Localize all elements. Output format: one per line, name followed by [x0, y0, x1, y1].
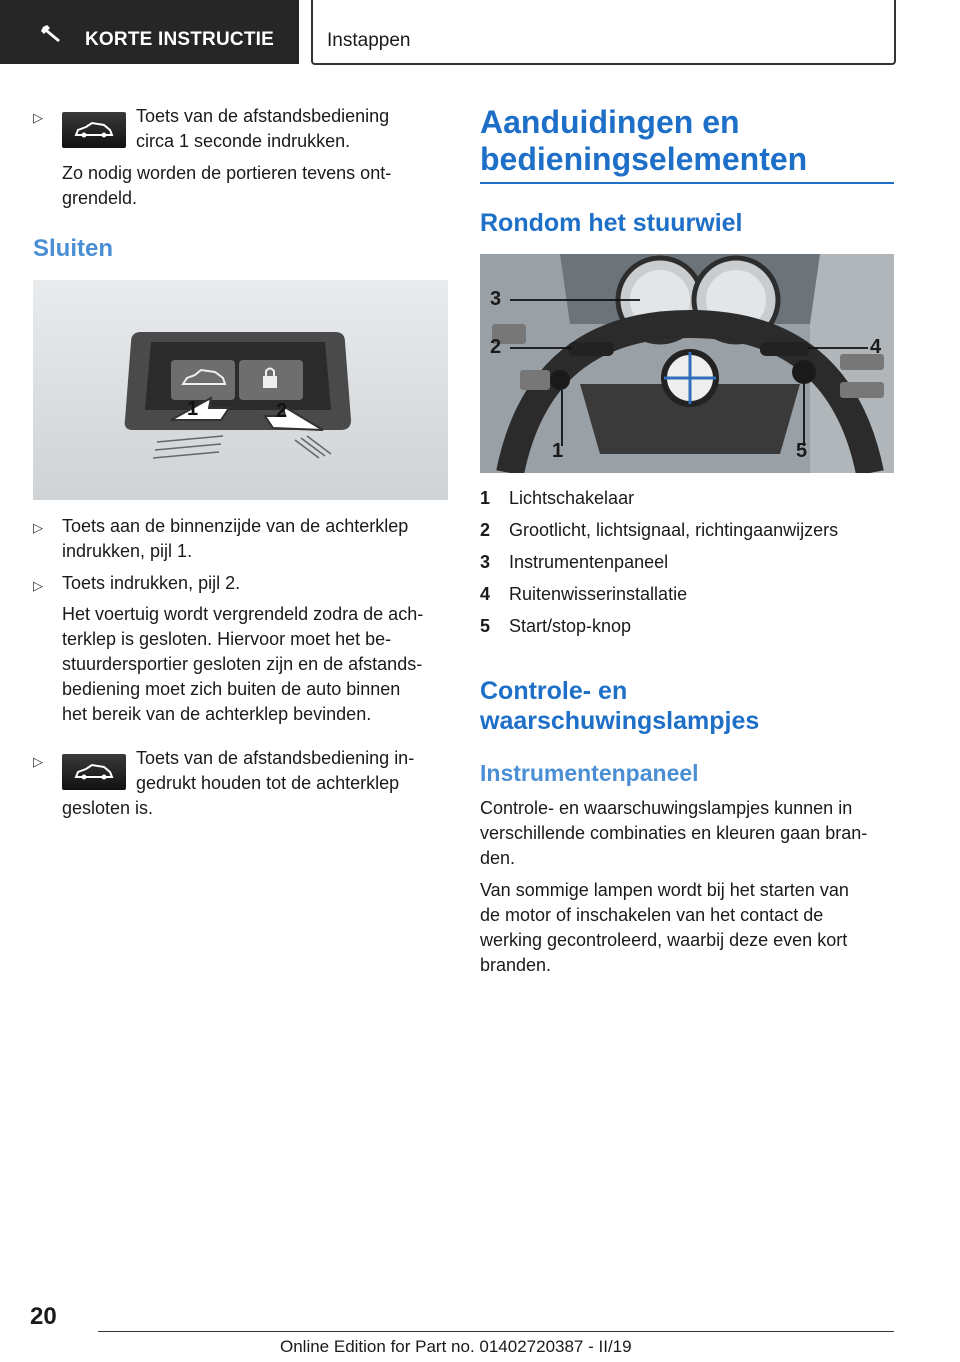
- list-item-number: 4: [480, 584, 491, 604]
- para-b-line3: werking gecontroleerd, waarbij deze even kort: [480, 930, 848, 950]
- page-number: 20: [30, 1303, 57, 1330]
- heading-sluiten: Sluiten: [33, 235, 114, 262]
- heading-instrumentenpaneel: Instrumentenpaneel: [480, 760, 699, 786]
- bullet-icon: ▷: [33, 578, 43, 593]
- item3-line1: Toets van de afstandsbediening in-: [136, 748, 415, 768]
- bullet-icon: ▷: [33, 110, 43, 125]
- item2-para-line3: stuurdersportier gesloten zijn en de afstands-: [62, 654, 423, 674]
- steering-wheel-figure: [480, 254, 894, 473]
- block1-line2: circa 1 seconde indrukken.: [136, 131, 351, 151]
- main-heading-line2: bedieningselementen: [480, 141, 808, 177]
- list-item-text: Instrumentenpaneel: [509, 552, 669, 572]
- steering-wheel-illustration: [480, 254, 894, 473]
- para-a-line1: Controle- en waarschuwingslampjes kunnen in: [480, 798, 853, 818]
- item3-line3: gesloten is.: [62, 798, 154, 818]
- list-item-number: 1: [480, 488, 491, 508]
- para-b-line4: branden.: [480, 955, 552, 975]
- chapter-title: Instappen: [327, 30, 411, 51]
- callout-4: 4: [870, 336, 882, 358]
- list-item-text: Ruitenwisserinstallatie: [509, 584, 688, 604]
- heading-controle-line1: Controle- en: [480, 677, 628, 705]
- arrow-label-1: 1: [187, 398, 199, 420]
- para-a-line2: verschillende combinaties en kleuren gaan bran-: [480, 823, 868, 843]
- main-heading: [480, 104, 807, 178]
- remote-trunk-key: [62, 754, 126, 790]
- list-item-text: Start/stop-knop: [509, 616, 632, 636]
- para-b-line2: de motor of inschakelen van het contact de: [480, 905, 824, 925]
- item1-line1: Toets aan de binnenzijde van de achterklep: [62, 516, 409, 536]
- wrench-icon: [40, 24, 64, 42]
- list-item-text: Grootlicht, lichtsignaal, richtingaanwijzers: [509, 520, 839, 540]
- item2-para-line4: bediening moet zich buiten de auto binnen: [62, 679, 401, 699]
- car-trunk-icon: [74, 763, 114, 781]
- section-title: KORTE INSTRUCTIE: [85, 29, 274, 50]
- item2-para-line5: het bereik van de achterklep bevinden.: [62, 704, 372, 724]
- list-item-number: 2: [480, 520, 491, 540]
- heading-stuurwiel: Rondom het stuurwiel: [480, 209, 743, 237]
- block1-para-line1: Zo nodig worden de portieren tevens ont-: [62, 163, 392, 183]
- bullet-icon: ▷: [33, 520, 43, 535]
- heading-rule: [480, 182, 894, 184]
- para-a-line3: den.: [480, 848, 516, 868]
- para-b-line1: Van sommige lampen wordt bij het starten van: [480, 880, 849, 900]
- block1-line1: Toets van de afstandsbediening: [136, 106, 390, 126]
- heading-controle: [480, 676, 759, 736]
- item3-line2: gedrukt houden tot de achterklep: [136, 773, 400, 793]
- trunk-button-illustration: [33, 280, 448, 500]
- list-item-number: 5: [480, 616, 491, 636]
- heading-controle-line2: waarschuwingslampjes: [480, 707, 760, 735]
- item1-line2: indrukken, pijl 1.: [62, 541, 193, 561]
- callout-1: 1: [552, 440, 564, 462]
- footer-rule: [98, 1331, 894, 1332]
- chapter-tab[interactable]: [311, 0, 896, 65]
- section-tab[interactable]: [0, 0, 299, 64]
- remote-trunk-key: [62, 112, 126, 148]
- item2-para-line1: Het voertuig wordt vergrendeld zodra de ach-: [62, 604, 424, 624]
- callout-3: 3: [490, 288, 502, 310]
- arrow-label-2: 2: [276, 400, 288, 422]
- item2-line1: Toets indrukken, pijl 2.: [62, 573, 241, 593]
- main-heading-line1: Aanduidingen en: [480, 104, 740, 140]
- callout-2: 2: [490, 336, 502, 358]
- trunk-button-figure: [33, 280, 448, 500]
- bullet-icon: ▷: [33, 754, 43, 769]
- list-item-number: 3: [480, 552, 491, 572]
- item2-para-line2: terklep is gesloten. Hiervoor moet het be-: [62, 629, 392, 649]
- callout-5: 5: [796, 440, 808, 462]
- block1-para-line2: grendeld.: [62, 188, 138, 208]
- list-item-text: Lichtschakelaar: [509, 488, 635, 508]
- car-trunk-icon: [74, 121, 114, 139]
- footer-edition: Online Edition for Part no. 01402720387 - II/19: [280, 1337, 632, 1356]
